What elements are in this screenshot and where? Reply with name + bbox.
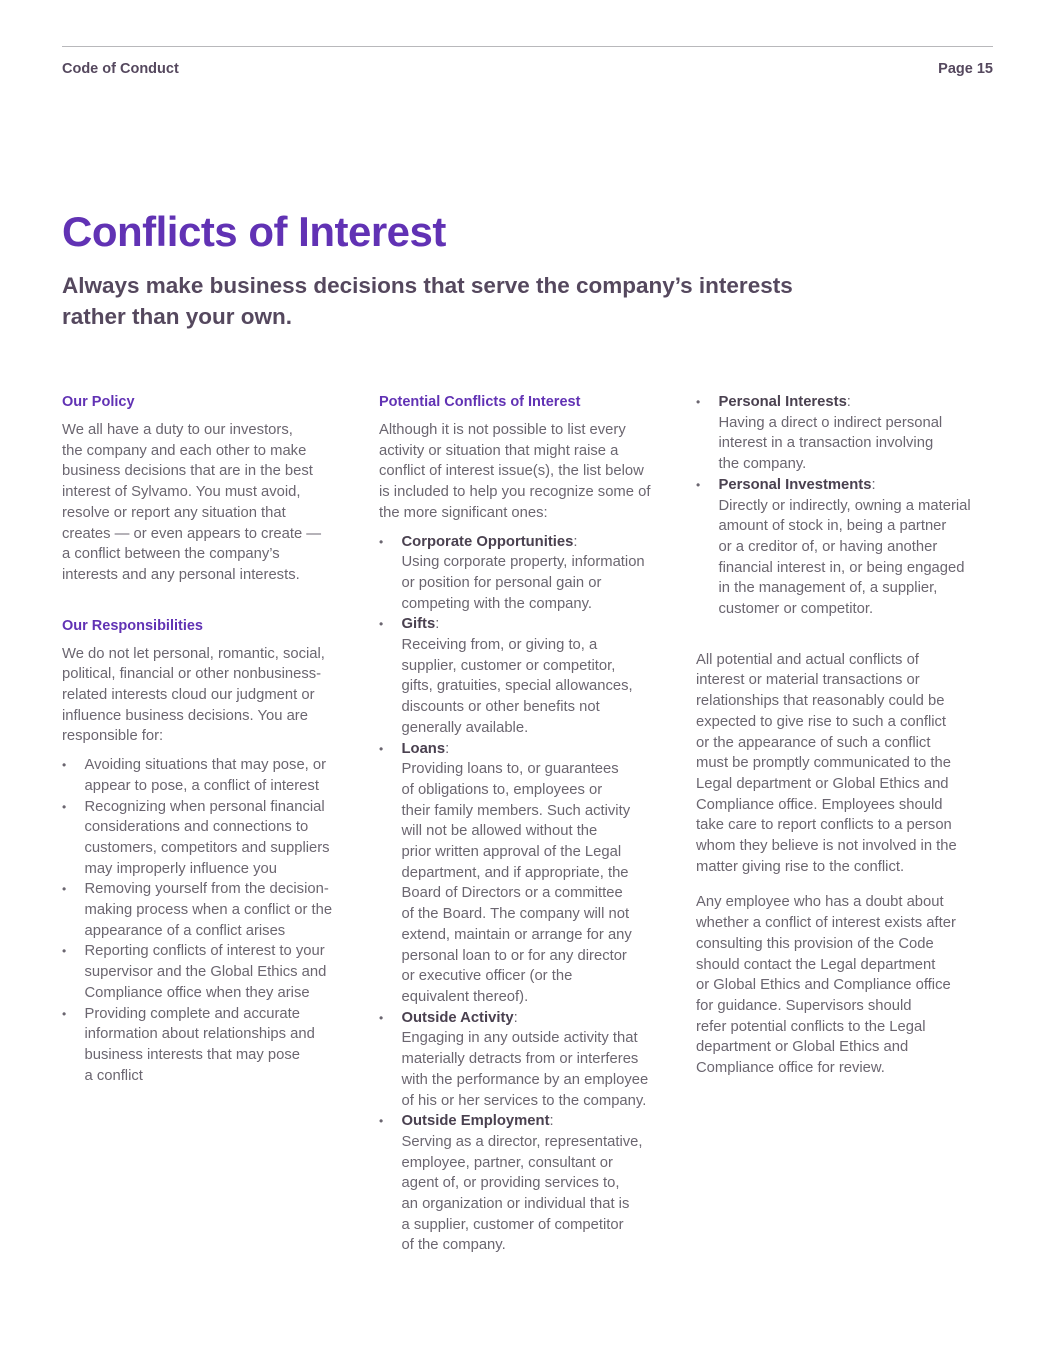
text-line: prior written approval of the Legal bbox=[401, 844, 622, 861]
text-line: customer or competitor. bbox=[718, 601, 874, 618]
policy-paragraph bbox=[62, 420, 362, 586]
list-item bbox=[696, 392, 996, 475]
bullet-icon: • bbox=[62, 944, 67, 959]
text-line: Board of Directors or a committee bbox=[401, 885, 623, 902]
text-line: or executive officer (or the bbox=[401, 968, 573, 985]
text-line: will not be allowed without the bbox=[401, 823, 598, 840]
text-line: whom they believe is not involved in the bbox=[696, 838, 957, 855]
text-line: competing with the company. bbox=[401, 595, 593, 612]
bullet-icon: • bbox=[379, 741, 384, 756]
text-line: an organization or individual that is bbox=[401, 1196, 630, 1213]
column-right bbox=[696, 392, 996, 1079]
text-line: Legal department or Global Ethics and bbox=[696, 775, 949, 792]
text-line: employee, partner, consultant or bbox=[401, 1154, 613, 1171]
text-line: refer potential conflicts to the Legal bbox=[696, 1018, 926, 1035]
text-line: of his or her services to the company. bbox=[401, 1092, 647, 1109]
text-line: relationships that reasonably could be bbox=[696, 693, 945, 710]
potential-conflicts-paragraph bbox=[379, 420, 679, 524]
text-line: in the management of, a supplier, bbox=[718, 580, 938, 597]
list-item bbox=[62, 755, 362, 796]
text-line: of the Board. The company will not bbox=[401, 906, 630, 923]
text-line: is included to help you recognize some of bbox=[379, 484, 651, 501]
list-item-term-line bbox=[402, 532, 680, 553]
page-title: Conflicts of Interest bbox=[62, 208, 446, 255]
section-heading-policy: Our Policy bbox=[62, 394, 135, 410]
bullet-icon: • bbox=[379, 534, 384, 549]
text-line: supplier, customer or competitor, bbox=[401, 657, 616, 674]
text-line: Providing complete and accurate bbox=[84, 1005, 301, 1022]
text-line: Compliance office when they arise bbox=[84, 984, 310, 1001]
text-line: may improperly influence you bbox=[84, 860, 277, 877]
text-line: with the performance by an employee bbox=[401, 1071, 649, 1088]
list-item bbox=[379, 614, 679, 738]
text-line: financial interest in, or being engaged bbox=[718, 559, 965, 576]
text-line: information about relationships and bbox=[84, 1026, 315, 1043]
text-line: department, and if appropriate, the bbox=[401, 864, 629, 881]
list-item-term-line bbox=[402, 739, 680, 760]
responsibilities-paragraph bbox=[62, 644, 362, 748]
text-line: Providing loans to, or guarantees bbox=[401, 761, 619, 778]
text-line: interest in a transaction involving bbox=[718, 435, 934, 452]
list-item bbox=[379, 1111, 679, 1256]
section-heading-responsibilities: Our Responsibilities bbox=[62, 617, 203, 634]
text-line: activity or situation that might raise a bbox=[379, 442, 619, 459]
column-middle bbox=[379, 392, 679, 1256]
text-line: considerations and connections to bbox=[84, 819, 309, 836]
text-line: consulting this provision of the Code bbox=[696, 935, 934, 952]
text-line: customers, competitors and suppliers bbox=[84, 839, 330, 856]
text-line: a supplier, customer of competitor bbox=[401, 1216, 624, 1233]
list-item-term: Corporate Opportunities bbox=[401, 533, 574, 550]
text-line: Compliance office for review. bbox=[696, 1060, 885, 1077]
page-subtitle: Always make business decisions that serve the company’s interests rather than your own. bbox=[62, 273, 793, 329]
text-line: or position for personal gain or bbox=[401, 574, 602, 591]
text-line: generally available. bbox=[401, 719, 529, 736]
text-line: a conflict between the company’s bbox=[62, 546, 280, 563]
text-line: of obligations to, employees or bbox=[401, 781, 603, 798]
term-colon: : bbox=[513, 1009, 518, 1026]
text-line: supervisor and the Global Ethics and bbox=[84, 964, 327, 981]
text-line: Any employee who has a doubt about bbox=[696, 894, 944, 911]
list-item-term-line bbox=[402, 1008, 680, 1029]
text-line: appear to pose, a conflict of interest bbox=[84, 777, 319, 794]
text-line: Engaging in any outside activity that bbox=[401, 1030, 638, 1047]
text-line: All potential and actual conflicts of bbox=[696, 651, 919, 668]
personal-conflicts-list bbox=[696, 392, 996, 620]
list-item bbox=[62, 941, 362, 1003]
potential-conflicts-list bbox=[379, 532, 679, 1257]
list-item-term-line bbox=[719, 475, 997, 496]
text-line: Using corporate property, information bbox=[401, 554, 645, 571]
text-line: political, financial or other nonbusiness- bbox=[62, 666, 322, 683]
term-colon: : bbox=[846, 394, 851, 410]
text-line: We all have a duty to our investors, bbox=[62, 422, 293, 438]
list-item bbox=[379, 739, 679, 1008]
text-line: Although it is not possible to list every bbox=[379, 422, 626, 438]
text-line: interest or material transactions or bbox=[696, 672, 920, 689]
text-line: agent of, or providing services to, bbox=[401, 1175, 620, 1192]
list-item-term-line bbox=[402, 1111, 680, 1132]
term-colon: : bbox=[871, 476, 876, 493]
list-item-term: Personal Investments bbox=[718, 476, 872, 493]
term-colon: : bbox=[435, 616, 440, 633]
text-line: or Global Ethics and Compliance office bbox=[696, 977, 951, 994]
text-line: Directly or indirectly, owning a material bbox=[718, 497, 971, 514]
column-left bbox=[62, 392, 362, 1086]
text-line: their family members. Such activity bbox=[401, 802, 631, 819]
text-line: personal loan to or for any director bbox=[401, 947, 627, 964]
text-line: resolve or report any situation that bbox=[62, 504, 286, 521]
reporting-paragraph bbox=[696, 650, 996, 878]
text-line: gifts, gratuities, special allowances, bbox=[401, 678, 633, 695]
list-item-term: Personal Interests bbox=[718, 394, 847, 410]
list-item bbox=[62, 879, 362, 941]
text-line: interest of Sylvamo. You must avoid, bbox=[62, 484, 301, 501]
text-line: Removing yourself from the decision- bbox=[84, 881, 329, 898]
list-item-term-line bbox=[402, 614, 680, 635]
text-line: department or Global Ethics and bbox=[696, 1039, 909, 1056]
term-colon: : bbox=[573, 533, 578, 550]
list-item-term: Outside Employment bbox=[401, 1113, 550, 1130]
bullet-icon: • bbox=[379, 1114, 384, 1129]
text-line: Avoiding situations that may pose, or bbox=[84, 757, 327, 774]
bullet-icon: • bbox=[696, 477, 701, 492]
text-line: appearance of a conflict arises bbox=[84, 922, 286, 939]
bullet-icon: • bbox=[62, 1006, 67, 1021]
list-item bbox=[696, 475, 996, 620]
list-item-term: Gifts bbox=[401, 616, 436, 633]
bullet-icon: • bbox=[379, 1010, 384, 1025]
text-line: Receiving from, or giving to, a bbox=[401, 637, 598, 654]
text-line: responsible for: bbox=[62, 728, 164, 745]
text-line: creates — or even appears to create — bbox=[62, 525, 322, 542]
text-line: business interests that may pose bbox=[84, 1046, 300, 1063]
bullet-icon: • bbox=[62, 799, 67, 814]
responsibilities-list bbox=[62, 755, 362, 1086]
text-line: making process when a conflict or the bbox=[84, 902, 333, 919]
bullet-icon: • bbox=[62, 882, 67, 897]
section-heading-potential-conflicts: Potential Conflicts of Interest bbox=[379, 394, 581, 410]
list-item-term: Outside Activity bbox=[401, 1009, 514, 1026]
text-line: Reporting conflicts of interest to your bbox=[84, 943, 325, 960]
text-line: the company and each other to make bbox=[62, 442, 307, 459]
text-line: for guidance. Supervisors should bbox=[696, 997, 912, 1014]
bullet-icon: • bbox=[62, 758, 67, 773]
text-line: discounts or other benefits not bbox=[401, 699, 600, 716]
text-line: Having a direct o indirect personal bbox=[718, 414, 943, 431]
list-item bbox=[62, 1004, 362, 1087]
text-line: We do not let personal, romantic, social, bbox=[62, 645, 325, 662]
text-line: Serving as a director, representative, bbox=[401, 1133, 643, 1150]
guidance-paragraph bbox=[696, 892, 996, 1078]
list-item-term: Loans bbox=[401, 740, 446, 757]
text-line: business decisions that are in the best bbox=[62, 463, 313, 480]
text-line: or a creditor of, or having another bbox=[718, 538, 938, 555]
text-line: equivalent thereof). bbox=[401, 988, 529, 1005]
text-line: Recognizing when personal financial bbox=[84, 798, 325, 815]
text-line: related interests cloud our judgment or bbox=[62, 687, 315, 704]
bullet-icon: • bbox=[696, 395, 701, 409]
text-line: expected to give rise to such a conflict bbox=[696, 713, 947, 730]
list-item-term-line bbox=[719, 392, 997, 413]
text-line: or the appearance of such a conflict bbox=[696, 734, 931, 751]
header-rule bbox=[62, 46, 993, 47]
text-line: influence business decisions. You are bbox=[62, 707, 308, 724]
text-line: must be promptly communicated to the bbox=[696, 755, 951, 772]
text-line: conflict of interest issue(s), the list below bbox=[379, 463, 644, 480]
list-item bbox=[379, 1008, 679, 1112]
text-line: Compliance office. Employees should bbox=[696, 796, 943, 813]
page-number: Page 15 bbox=[938, 61, 993, 77]
text-line: should contact the Legal department bbox=[696, 956, 936, 973]
text-line: materially detracts from or interferes bbox=[401, 1051, 639, 1068]
text-line: take care to report conflicts to a person bbox=[696, 817, 952, 834]
text-line: the company. bbox=[718, 456, 807, 473]
term-colon: : bbox=[549, 1113, 554, 1130]
text-line: matter giving rise to the conflict. bbox=[696, 858, 905, 875]
text-line: interests and any personal interests. bbox=[62, 566, 300, 583]
term-colon: : bbox=[445, 740, 450, 757]
bullet-icon: • bbox=[379, 617, 384, 632]
text-line: extend, maintain or arrange for any bbox=[401, 926, 632, 943]
text-line: amount of stock in, being a partner bbox=[718, 518, 947, 535]
document-title: Code of Conduct bbox=[62, 61, 179, 77]
text-line: of the company. bbox=[401, 1237, 506, 1254]
list-item bbox=[62, 797, 362, 880]
text-line: the more significant ones: bbox=[379, 504, 548, 521]
text-line: whether a conflict of interest exists after bbox=[696, 915, 956, 932]
list-item bbox=[379, 532, 679, 615]
text-line: a conflict bbox=[84, 1067, 143, 1084]
